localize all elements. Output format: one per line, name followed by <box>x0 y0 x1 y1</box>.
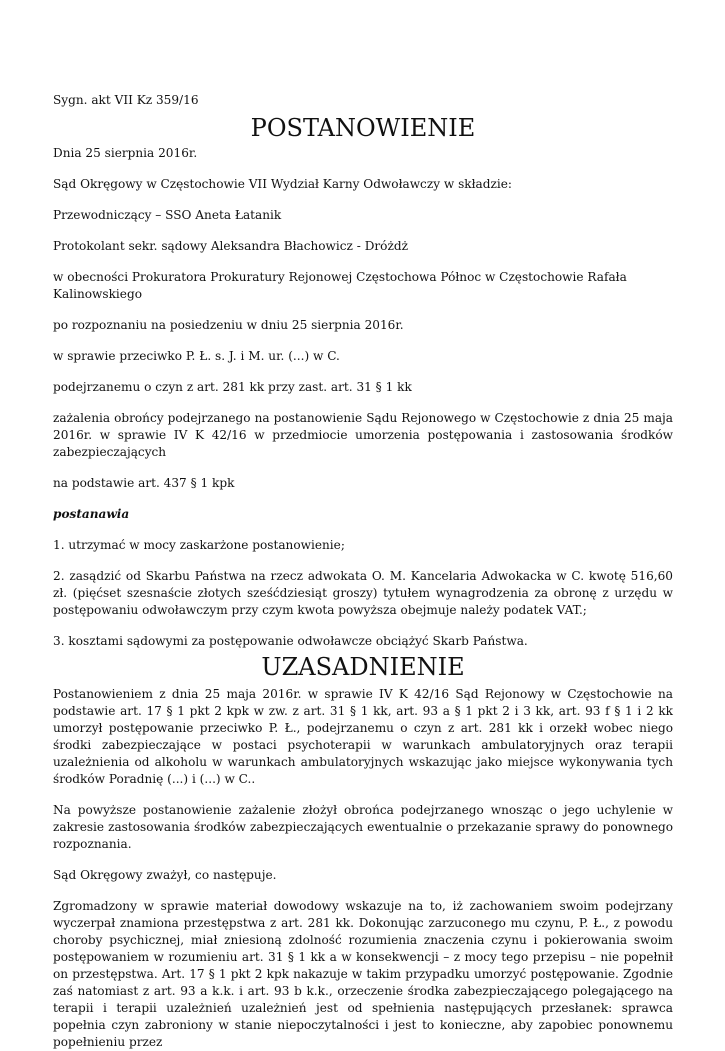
hearing-line: po rozpoznaniu na posiedzeniu w dniu 25 sierpnia 2016r. <box>53 318 404 332</box>
ruling-item: 1. utrzymać w mocy zaskarżone postanowienie; <box>53 538 345 552</box>
court-line: Sąd Okręgowy w Częstochowie VII Wydział Karny Odwoławczy w składzie: <box>53 177 512 191</box>
charge-line: podejrzanemu o czyn z art. 281 kk przy zast. art. 31 § 1 kk <box>53 380 412 394</box>
justification-paragraph: Sąd Okręgowy zważył, co następuje. <box>53 868 277 882</box>
decides-label: postanawia <box>53 507 130 521</box>
prosecutor-line: w obecności Prokuratora Prokuratury Rejonowej Częstochowa Północ w Częstochowie Rafała Kalinowskiego <box>53 270 627 301</box>
case-signature: Sygn. akt VII Kz 359/16 <box>53 93 199 107</box>
justification-paragraph: Na powyższe postanowienie zażalenie złożył obrońca podejrzanego wnosząc o jego uchylenie w zakresie zastosowania środków zabezpieczających ewentualnie o przekazanie sprawy do ponownego rozpoznania. <box>53 803 673 851</box>
document-page <box>53 92 673 1051</box>
justification-title: UZASADNIENIE <box>261 653 465 681</box>
clerk-line: Protokolant sekr. sądowy Aleksandra Błachowicz - Dróżdż <box>53 239 408 253</box>
case-line: w sprawie przeciwko P. Ł. s. J. i M. ur. (...) w C. <box>53 349 340 363</box>
justification-paragraph: Postanowieniem z dnia 25 maja 2016r. w sprawie IV K 42/16 Sąd Rejonowy w Częstochowie na podstawie art. 17 § 1 pkt 2 kpk w zw. z art. 31 § 1 kk, art. 93 a § 1 pkt 2 i 3 kk, art. 93 f § 1 i 2 kk umorzył postępowanie przeciwko P. Ł., podejrzanemu o czyn z art. 281 kk i orzekł wobec niego środki zabezpieczające w postaci psychoterapii w warunkach ambulatoryjnych oraz terapii uzależnienia od alkoholu w warunkach ambulatoryjnych wskazując jako miejsce wykonywania tych środków Poradnię (...) i (...) w C.. <box>53 687 673 786</box>
date-line: Dnia 25 sierpnia 2016r. <box>53 146 198 160</box>
document-title: POSTANOWIENIE <box>250 114 476 142</box>
justification-paragraph: Zgromadzony w sprawie materiał dowodowy wskazuje na to, iż zachowaniem swoim podejrzany wyczerpał znamiona przestępstwa z art. 281 kk. Dokonując zarzuconego mu czynu, P. Ł., z powodu choroby psychicznej, miał zniesioną zdolność rozumienia znaczenia czynu i pokierowania swoim postępowaniem w rozumieniu art. 31 § 1 kk a w konsekwencji – z mocy tego przepisu – nie popełnił on przestępstwa. Art. 17 § 1 pkt 2 kpk nakazuje w takim przypadku umorzyć postępowanie. Zgodnie zaś natomiast z art. 93 a k.k. i art. 93 b k.k., orzeczenie środka zabezpieczającego polegającego na terapii i terapii uzależnień uzależnień jest od spełnienia następujących przesłanek: sprawca popełnia czyn zabroniony w stanie niepoczytalności i jest to konieczne, aby zapobiec ponownemu popełnieniu przez <box>53 899 673 1049</box>
legal-basis-line: na podstawie art. 437 § 1 kpk <box>53 476 235 490</box>
ruling-item: 2. zasądzić od Skarbu Państwa na rzecz adwokata O. M. Kancelaria Adwokacka w C. kwotę 516,60 zł. (pięćset szesnaście złotych sześćdziesiąt groszy) tytułem wynagrodzenia za obronę z urzędu w postępowaniu odwoławczym przy czym kwota powyższa obejmuje należy podatek VAT.; <box>53 569 673 617</box>
chair-line: Przewodniczący – SSO Aneta Łatanik <box>53 208 282 222</box>
ruling-item: 3. kosztami sądowymi za postępowanie odwoławcze obciążyć Skarb Państwa. <box>53 634 528 648</box>
complaint-paragraph: zażalenia obrońcy podejrzanego na postanowienie Sądu Rejonowego w Częstochowie z dnia 25 maja 2016r. w sprawie IV K 42/16 w przedmiocie umorzenia postępowania i zastosowania środków zabezpieczających <box>53 411 673 459</box>
